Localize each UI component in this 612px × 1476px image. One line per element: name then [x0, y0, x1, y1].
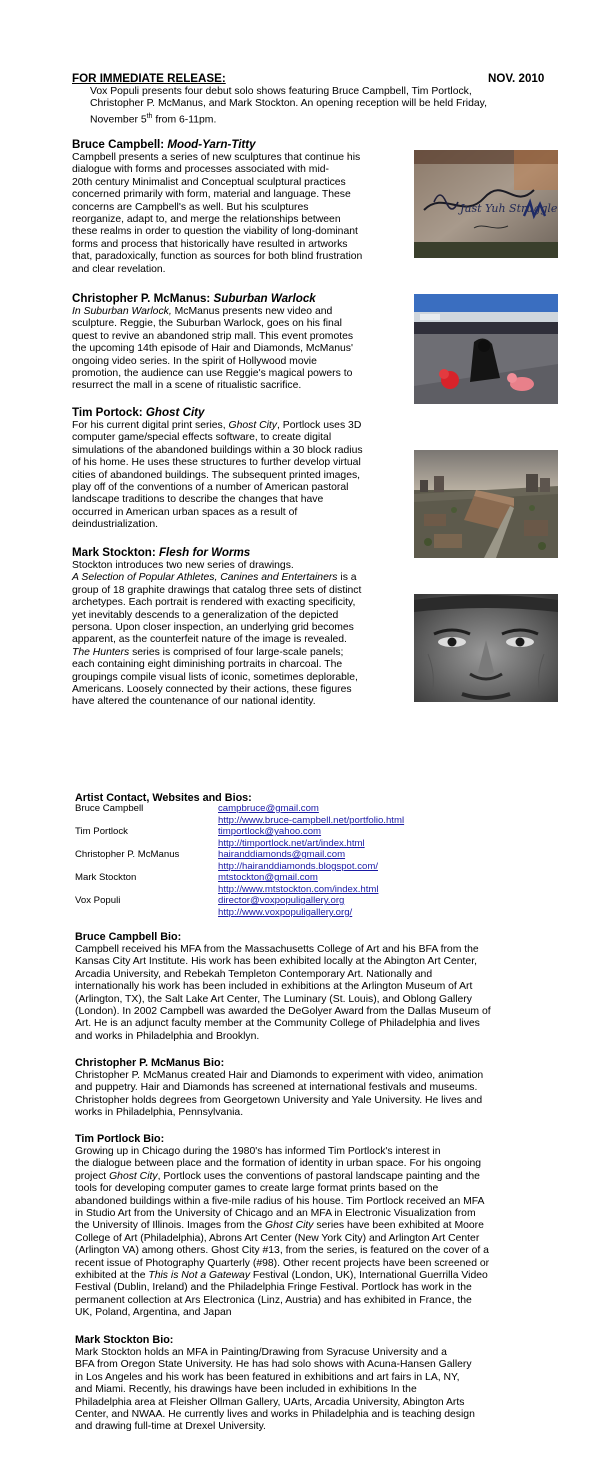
text-line: cities of abandoned buildings. The subsequent printed images,: [72, 469, 361, 481]
mcmanus-bio-heading: Christopher P. McManus Bio:: [75, 1057, 225, 1069]
text-line: College of Art (Philadelphia), Abrons Art Center (New York City) and Arlington Art Center: [75, 1232, 480, 1244]
text-span: , Portlock uses 3D: [277, 420, 362, 431]
text-line: Philadelphia area at Fleisher Ollman Gallery, UArts, Arcadia University, Abington Arts: [75, 1396, 465, 1408]
text-line: Festival (Dublin, Ireland) and the Philadelphia Fringe Festival. Portlock has work in the: [75, 1282, 472, 1294]
campbell-show-title: Mood-Yarn-Titty: [167, 138, 256, 151]
text-line: computer game/special effects software, to create digital: [72, 432, 332, 444]
intro-date: November 5: [90, 114, 147, 126]
text-line: deindustrialization.: [72, 519, 159, 531]
mcmanus-bio: [75, 1070, 483, 1120]
portock-show-title: Ghost City: [145, 406, 205, 419]
intro-line: Christopher P. McManus, and Mark Stockton. An opening reception will be held Friday,: [90, 98, 487, 110]
text-line: that, paradoxically, function as sources for both blind frustration: [72, 251, 363, 263]
text-line: resurrect the mall in a scene of ritualistic sacrifice.: [72, 380, 302, 392]
text-line: works in Philadelphia, Pennsylvania.: [75, 1107, 244, 1119]
contact-website-link[interactable]: http://www.voxpopuligallery.org/: [218, 907, 353, 918]
portock-heading: [72, 406, 205, 419]
text-line: yet inevitably descends to a generalization of the depicted: [72, 609, 339, 621]
text-line: group of 18 graphite drawings that catalog three sets of distinct: [72, 584, 362, 596]
text-line: concerns are Campbell's as well. But his sculptures: [72, 201, 309, 213]
text-line: and drawing full-time at Drexel University.: [75, 1421, 266, 1433]
text-line: archetypes. Each portrait is rendered with exacting specificity,: [72, 597, 356, 609]
portock-name: Tim Portock:: [72, 406, 146, 419]
text-line: apparent, as the counterfeit nature of the image is revealed.: [72, 634, 347, 646]
text-line: (Arlington VA) among others. Ghost City #13, from the series, is featured on the cover of a: [75, 1245, 489, 1257]
contact-name: Christopher P. McManus: [75, 849, 180, 860]
portlock-ghost-city-render: [414, 450, 558, 558]
text-line: Mark Stockton holds an MFA in Painting/Drawing from Syracuse University and a: [75, 1347, 447, 1358]
text-line: Christopher holds degrees from Georgetown University and Yale University. He lives and: [75, 1094, 483, 1106]
text-line: each containing eight diminishing portraits in charcoal. The: [72, 659, 343, 671]
italic-title: Ghost City: [228, 420, 278, 431]
text-line: quest to revive an abandoned strip mall. This event promotes: [72, 330, 354, 342]
text-line: internationally his work has been included in exhibitions at the Arlington Museum of Art: [75, 981, 473, 993]
text-line: 20th century Minimalist and Conceptual sculptural practices: [72, 176, 346, 188]
campbell-bio: [75, 944, 491, 1043]
text-line: landscape traditions to describe the changes that have: [72, 494, 324, 506]
contact-website-link[interactable]: http://hairanddiamonds.blogspot.com/: [218, 861, 378, 872]
intro-time: from 6-11pm.: [152, 114, 217, 126]
intro-line: [90, 111, 487, 127]
text-line: the upcoming 14th episode of Hair and Diamonds, McManus': [72, 343, 353, 355]
contact-email-link[interactable]: mtstockton@gmail.com: [218, 872, 318, 883]
text-line: Stockton introduces two new series of drawings.: [72, 560, 294, 571]
text-line: simulations of the abandoned buildings within a 30 block radius: [72, 444, 363, 456]
mcmanus-name: Christopher P. McManus:: [72, 292, 214, 305]
text-line: and puppetry. Hair and Diamonds has screened at international festivals and museums.: [75, 1082, 478, 1094]
contact-email-link[interactable]: hairanddiamonds@gmail.com: [218, 849, 346, 860]
release-date: NOV. 2010: [488, 72, 545, 85]
text-span: project: [75, 1170, 110, 1182]
text-line: and works in Philadelphia and Brooklyn.: [75, 1030, 260, 1042]
campbell-bio-heading: Bruce Campbell Bio:: [75, 931, 182, 943]
contact-name: Mark Stockton: [75, 872, 137, 883]
mcmanus-show-title: Suburban Warlock: [213, 292, 316, 305]
text-line: (Arlington, TX), the Salt Lake Art Center, The Luminary (St. Louis), and Oblong Gallery: [75, 993, 472, 1005]
intro-date-suffix: th: [146, 112, 153, 120]
mcmanus-description: [72, 306, 353, 393]
text-line: occurred in American urban spaces as a result of: [72, 506, 298, 518]
stockton-bio: [75, 1347, 475, 1434]
text-span: series have been exhibited at Moore: [313, 1220, 484, 1232]
text-line: BFA from Oregon State University. He has had solo shows with Acuna-Hansen Gallery: [75, 1359, 472, 1371]
text-line: permanent collection at Ars Electronica (Linz, Austria) and has exhibited in France, the: [75, 1294, 472, 1306]
campbell-description: [72, 152, 362, 276]
stockton-heading: [72, 546, 250, 559]
text-span: , Portlock uses the conventions of pastoral landscape painting and the: [157, 1170, 480, 1182]
italic-title: The Hunters: [72, 646, 130, 658]
text-line: concerned primarily with form, material and language. These: [72, 189, 351, 201]
text-line: Americans. Loosely connected by their actions, these figures: [72, 684, 352, 696]
text-span: For his current digital print series,: [72, 420, 229, 431]
text-line: ongoing video series. In the spirit of Hollywood movie: [72, 355, 317, 367]
contacts-heading: Artist Contact, Websites and Bios:: [75, 792, 252, 804]
release-label: FOR IMMEDIATE RELEASE:: [72, 72, 226, 85]
text-line: Kansas City Art Institute. His work has been exhibited locally at the Abington Art Center,: [75, 956, 477, 968]
contact-email-link[interactable]: director@voxpopuligallery.org: [218, 895, 345, 906]
text-line: promotion, the audience can use Reggie's magical powers to: [72, 368, 353, 380]
graffiti-lettering: Just Yuh Struggle: [460, 202, 558, 215]
contact-website-link[interactable]: http://www.bruce-campbell.net/portfolio.html: [218, 815, 405, 826]
campbell-graffiti-photo: [414, 150, 558, 258]
intro-line: Vox Populi presents four debut solo shows featuring Bruce Campbell, Tim Portlock,: [90, 86, 472, 97]
contact-website-link[interactable]: http://timportlock.net/art/index.html: [218, 838, 365, 849]
italic-title: A Selection of Popular Athletes, Canines and Entertainers: [72, 572, 338, 584]
text-line: [72, 647, 361, 659]
text-span: series is comprised of four large-scale panels;: [129, 646, 344, 658]
text-line: in Los Angeles and his work has been featured in exhibitions and art fairs in LA, NY,: [75, 1371, 460, 1383]
stockton-portrait-drawing: [414, 594, 558, 702]
portlock-bio: [75, 1146, 489, 1320]
stockton-bio-heading: Mark Stockton Bio:: [75, 1334, 174, 1346]
text-span: exhibited at the: [75, 1270, 149, 1282]
text-span: McManus presents new video and: [171, 306, 333, 317]
text-span: the University of Illinois. Images from the: [75, 1220, 265, 1232]
text-line: abandoned buildings within a five-mile radius of his house. Tim Portlock received an MFA: [75, 1195, 485, 1207]
contact-name: Bruce Campbell: [75, 803, 144, 814]
text-line: play off of the conventions of a number of American pastoral: [72, 482, 349, 494]
text-line: dialogue with forms and processes associated with mid-: [72, 164, 330, 176]
text-line: [72, 572, 361, 584]
stockton-show-title: Flesh for Worms: [158, 546, 251, 559]
text-line: Center, and NWAA. He currently lives and works in Philadelphia and is teaching design: [75, 1409, 475, 1421]
text-line: Campbell received his MFA from the Massachusetts College of Art and his BFA from the: [75, 944, 479, 955]
text-line: these realms in order to question the viability of long-dominant: [72, 226, 358, 238]
contact-website-link[interactable]: http://www.mtstockton.com/index.html: [218, 884, 379, 895]
contact-email-link[interactable]: campbruce@gmail.com: [218, 803, 319, 814]
intro-text: [90, 86, 487, 127]
italic-title: This is Not a Gateway: [148, 1270, 251, 1282]
portlock-bio-heading: Tim Portlock Bio:: [75, 1133, 165, 1145]
text-line: recent issue of Photography Quarterly (#98). Other recent projects have been screened or: [75, 1257, 490, 1269]
text-line: persona. Upon closer inspection, an underlying grid becomes: [72, 622, 354, 634]
text-line: [75, 1270, 489, 1282]
mcmanus-heading: [72, 292, 316, 305]
text-line: (London). In 2002 Campbell was awarded the DeGolyer Award from the Dallas Museum of: [75, 1006, 491, 1018]
text-line: Campbell presents a series of new sculptures that continue his: [72, 152, 361, 163]
stockton-name: Mark Stockton:: [72, 546, 159, 559]
text-line: Growing up in Chicago during the 1980's has informed Tim Portlock's interest in: [75, 1146, 441, 1157]
text-line: tools for developing computer games to create large format prints based on the: [75, 1183, 439, 1195]
text-line: [72, 420, 363, 432]
text-line: the dialogue between place and the formation of identity in urban space. For his ongoing: [75, 1158, 482, 1170]
italic-title: Ghost City: [265, 1220, 314, 1232]
text-line: sculpture. Reggie, the Suburban Warlock, goes on his final: [72, 318, 342, 330]
campbell-name: Bruce Campbell:: [72, 138, 168, 151]
contact-name: Tim Portlock: [75, 826, 128, 837]
campbell-heading: [72, 138, 256, 151]
contact-email-link[interactable]: timportlock@yahoo.com: [218, 826, 322, 837]
italic-title: In Suburban Warlock,: [72, 306, 172, 317]
text-line: and clear revelation.: [72, 263, 166, 275]
text-line: reorganize, adapt to, and merge the relationships between: [72, 214, 341, 226]
text-line: Arcadia University, and Rebekah Templeton Contemporary Art. Nationally and: [75, 968, 433, 980]
text-span: is a: [337, 572, 357, 584]
text-line: in Studio Art from the University of Chicago and an MFA in Electronic Visualization from: [75, 1208, 476, 1220]
text-line: [72, 306, 353, 318]
text-span: Festival (London, UK), International Guerrilla Video: [250, 1270, 488, 1282]
mcmanus-warlock-photo: [414, 294, 558, 404]
text-line: have altered the countenance of our national identity.: [72, 696, 316, 708]
contact-name: Vox Populi: [75, 895, 121, 906]
text-line: [75, 1171, 489, 1183]
stockton-description: [72, 560, 361, 709]
text-line: groupings compile visual lists of iconic, sometimes deplorable,: [72, 671, 358, 683]
text-line: forms and process that historically have resulted in artworks: [72, 238, 348, 250]
portock-description: [72, 420, 363, 532]
text-line: and Miami. Recently, his drawings have been included in exhibitions In the: [75, 1384, 417, 1396]
text-line: UK, Poland, Argentina, and Japan: [75, 1307, 232, 1319]
italic-title: Ghost City: [109, 1170, 158, 1182]
text-line: of his home. He uses these structures to further develop virtual: [72, 457, 361, 469]
text-line: [75, 1220, 489, 1232]
text-line: Art. He is an adjunct faculty member at the Community College of Philadelphia and lives: [75, 1018, 480, 1030]
text-line: Christopher P. McManus created Hair and Diamonds to experiment with video, animation: [75, 1070, 484, 1081]
